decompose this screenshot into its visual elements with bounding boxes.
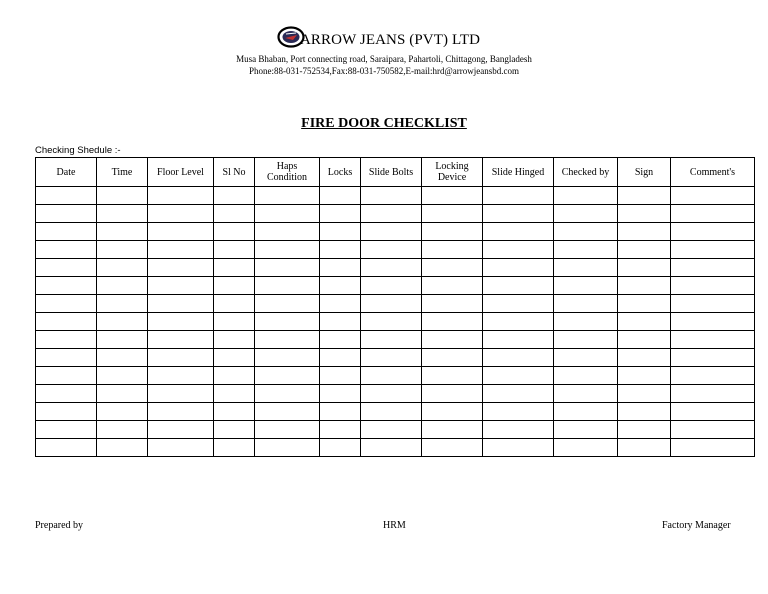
table-cell [214, 403, 255, 421]
column-header-sign: Sign [618, 158, 671, 187]
table-cell [255, 385, 320, 403]
table-cell [554, 349, 618, 367]
table-cell [671, 295, 755, 313]
table-cell [214, 277, 255, 295]
table-cell [422, 385, 483, 403]
table-cell [320, 241, 361, 259]
table-cell [148, 403, 214, 421]
table-cell [36, 367, 97, 385]
table-cell [36, 277, 97, 295]
table-cell [320, 367, 361, 385]
table-cell [483, 295, 554, 313]
table-cell [36, 205, 97, 223]
column-header-comments: Comment's [671, 158, 755, 187]
table-cell [320, 331, 361, 349]
table-cell [671, 277, 755, 295]
table-cell [255, 241, 320, 259]
table-cell [618, 223, 671, 241]
table-cell [97, 421, 148, 439]
table-cell [148, 223, 214, 241]
table-cell [320, 403, 361, 421]
table-cell [671, 259, 755, 277]
table-cell [36, 331, 97, 349]
table-cell [148, 187, 214, 205]
table-cell [148, 367, 214, 385]
table-cell [214, 367, 255, 385]
table-cell [361, 223, 422, 241]
table-cell [554, 313, 618, 331]
table-cell [483, 223, 554, 241]
table-cell [671, 223, 755, 241]
table-cell [483, 439, 554, 457]
table-cell [97, 331, 148, 349]
table-cell [422, 331, 483, 349]
table-cell [320, 187, 361, 205]
table-cell [483, 367, 554, 385]
table-cell [483, 349, 554, 367]
checklist-body [36, 187, 755, 457]
table-cell [36, 223, 97, 241]
table-cell [361, 187, 422, 205]
table-cell [148, 349, 214, 367]
table-row [36, 259, 755, 277]
table-cell [255, 439, 320, 457]
table-cell [618, 295, 671, 313]
table-cell [483, 385, 554, 403]
table-row [36, 331, 755, 349]
table-cell [148, 331, 214, 349]
table-cell [255, 259, 320, 277]
table-cell [36, 313, 97, 331]
table-cell [422, 187, 483, 205]
table-cell [320, 259, 361, 277]
table-cell [36, 241, 97, 259]
column-header-sl-no: Sl No [214, 158, 255, 187]
table-cell [214, 205, 255, 223]
table-row [36, 385, 755, 403]
table-cell [422, 295, 483, 313]
company-address: Musa Bhaban, Port connecting road, Saraipara, Pahartoli, Chittagong, Bangladesh [236, 54, 532, 64]
table-cell [483, 259, 554, 277]
table-cell [361, 439, 422, 457]
column-header-time: Time [97, 158, 148, 187]
table-row [36, 223, 755, 241]
table-cell [320, 349, 361, 367]
table-cell [422, 367, 483, 385]
column-header-locking-device: Locking Device [422, 158, 483, 187]
column-header-slide-bolts: Slide Bolts [361, 158, 422, 187]
table-cell [422, 313, 483, 331]
table-cell [361, 349, 422, 367]
table-cell [671, 439, 755, 457]
table-cell [361, 295, 422, 313]
column-header-locks: Locks [320, 158, 361, 187]
table-cell [148, 313, 214, 331]
company-name: ARROW JEANS (PVT) LTD [300, 32, 481, 48]
table-cell [483, 277, 554, 295]
table-cell [255, 421, 320, 439]
table-cell [361, 205, 422, 223]
table-cell [483, 331, 554, 349]
table-cell [320, 205, 361, 223]
table-cell [483, 241, 554, 259]
table-row [36, 313, 755, 331]
table-cell [320, 295, 361, 313]
table-cell [483, 205, 554, 223]
table-cell [554, 295, 618, 313]
table-cell [320, 277, 361, 295]
table-cell [97, 313, 148, 331]
table-cell [97, 205, 148, 223]
table-cell [483, 421, 554, 439]
column-header-slide-hinged: Slide Hinged [483, 158, 554, 187]
table-cell [148, 277, 214, 295]
table-cell [214, 259, 255, 277]
table-row [36, 421, 755, 439]
table-cell [554, 205, 618, 223]
table-cell [671, 421, 755, 439]
table-cell [36, 259, 97, 277]
table-cell [320, 313, 361, 331]
table-cell [554, 421, 618, 439]
table-cell [255, 205, 320, 223]
table-cell [320, 223, 361, 241]
table-cell [148, 385, 214, 403]
company-title-row [0, 26, 768, 48]
hrm-signature-label: HRM [383, 520, 406, 531]
table-cell [97, 187, 148, 205]
table-cell [214, 439, 255, 457]
table-row [36, 205, 755, 223]
table-row [36, 277, 755, 295]
table-cell [483, 313, 554, 331]
table-cell [671, 403, 755, 421]
table-cell [554, 403, 618, 421]
table-cell [554, 277, 618, 295]
company-contact: Phone:88-031-752534,Fax:88-031-750582,E-mail:hrd@arrowjeansbd.com [249, 66, 519, 76]
table-cell [214, 241, 255, 259]
table-cell [214, 349, 255, 367]
table-cell [36, 403, 97, 421]
table-cell [148, 205, 214, 223]
table-cell [361, 331, 422, 349]
checking-schedule-label: Checking Shedule :- [35, 145, 121, 156]
table-cell [97, 259, 148, 277]
table-cell [320, 385, 361, 403]
prepared-by-signature-label: Prepared by [35, 520, 84, 531]
table-cell [554, 241, 618, 259]
table-cell [361, 313, 422, 331]
table-cell [361, 241, 422, 259]
table-cell [361, 367, 422, 385]
table-cell [36, 295, 97, 313]
table-cell [618, 187, 671, 205]
table-cell [361, 421, 422, 439]
table-cell [148, 241, 214, 259]
column-header-date: Date [36, 158, 97, 187]
table-cell [554, 223, 618, 241]
table-row [36, 349, 755, 367]
table-cell [422, 403, 483, 421]
table-cell [361, 277, 422, 295]
table-cell [36, 385, 97, 403]
table-cell [671, 241, 755, 259]
column-header-checked-by: Checked by [554, 158, 618, 187]
table-cell [618, 313, 671, 331]
table-cell [255, 295, 320, 313]
table-cell [422, 223, 483, 241]
table-cell [361, 403, 422, 421]
table-cell [671, 313, 755, 331]
table-cell [422, 259, 483, 277]
table-cell [36, 421, 97, 439]
table-cell [214, 313, 255, 331]
table-cell [97, 241, 148, 259]
table-cell [671, 349, 755, 367]
table-cell [255, 277, 320, 295]
table-cell [361, 385, 422, 403]
table-cell [36, 349, 97, 367]
column-header-haps-condition: Haps Condition [255, 158, 320, 187]
table-row [36, 295, 755, 313]
table-cell [214, 295, 255, 313]
table-cell [97, 349, 148, 367]
table-cell [618, 385, 671, 403]
table-cell [255, 331, 320, 349]
table-cell [618, 403, 671, 421]
table-cell [671, 367, 755, 385]
table-cell [671, 187, 755, 205]
table-cell [255, 187, 320, 205]
table-cell [618, 277, 671, 295]
table-cell [671, 205, 755, 223]
table-row [36, 403, 755, 421]
table-cell [214, 223, 255, 241]
table-row [36, 439, 755, 457]
table-cell [618, 331, 671, 349]
table-cell [97, 367, 148, 385]
table-cell [483, 403, 554, 421]
table-cell [554, 331, 618, 349]
factory-manager-signature-label: Factory Manager [662, 520, 731, 531]
table-cell [618, 439, 671, 457]
table-cell [554, 367, 618, 385]
table-cell [554, 259, 618, 277]
table-cell [320, 421, 361, 439]
table-cell [618, 205, 671, 223]
table-cell [422, 421, 483, 439]
table-cell [97, 295, 148, 313]
table-cell [214, 385, 255, 403]
table-row [36, 241, 755, 259]
table-cell [554, 187, 618, 205]
fire-door-checklist-table [35, 157, 755, 457]
table-cell [320, 439, 361, 457]
table-cell [618, 349, 671, 367]
table-header-row [36, 158, 755, 187]
table-cell [255, 367, 320, 385]
table-cell [36, 439, 97, 457]
table-cell [214, 187, 255, 205]
table-cell [255, 349, 320, 367]
table-cell [422, 277, 483, 295]
table-cell [255, 223, 320, 241]
table-cell [422, 349, 483, 367]
table-cell [671, 385, 755, 403]
table-cell [422, 439, 483, 457]
table-cell [361, 259, 422, 277]
table-cell [618, 421, 671, 439]
table-cell [148, 259, 214, 277]
table-cell [255, 403, 320, 421]
table-row [36, 367, 755, 385]
table-cell [214, 331, 255, 349]
letterhead [0, 26, 768, 76]
table-cell [422, 205, 483, 223]
table-cell [97, 277, 148, 295]
table-cell [214, 421, 255, 439]
table-cell [618, 367, 671, 385]
table-cell [148, 439, 214, 457]
table-cell [422, 241, 483, 259]
table-cell [97, 385, 148, 403]
table-cell [618, 241, 671, 259]
table-cell [97, 223, 148, 241]
table-cell [97, 439, 148, 457]
table-cell [671, 331, 755, 349]
document-title: FIRE DOOR CHECKLIST [301, 116, 467, 131]
column-header-floor-level: Floor Level [148, 158, 214, 187]
table-cell [36, 187, 97, 205]
table-cell [483, 187, 554, 205]
table-cell [554, 385, 618, 403]
table-row [36, 187, 755, 205]
table-cell [148, 421, 214, 439]
table-cell [148, 295, 214, 313]
table-cell [618, 259, 671, 277]
table-cell [97, 403, 148, 421]
table-cell [554, 439, 618, 457]
table-cell [255, 313, 320, 331]
